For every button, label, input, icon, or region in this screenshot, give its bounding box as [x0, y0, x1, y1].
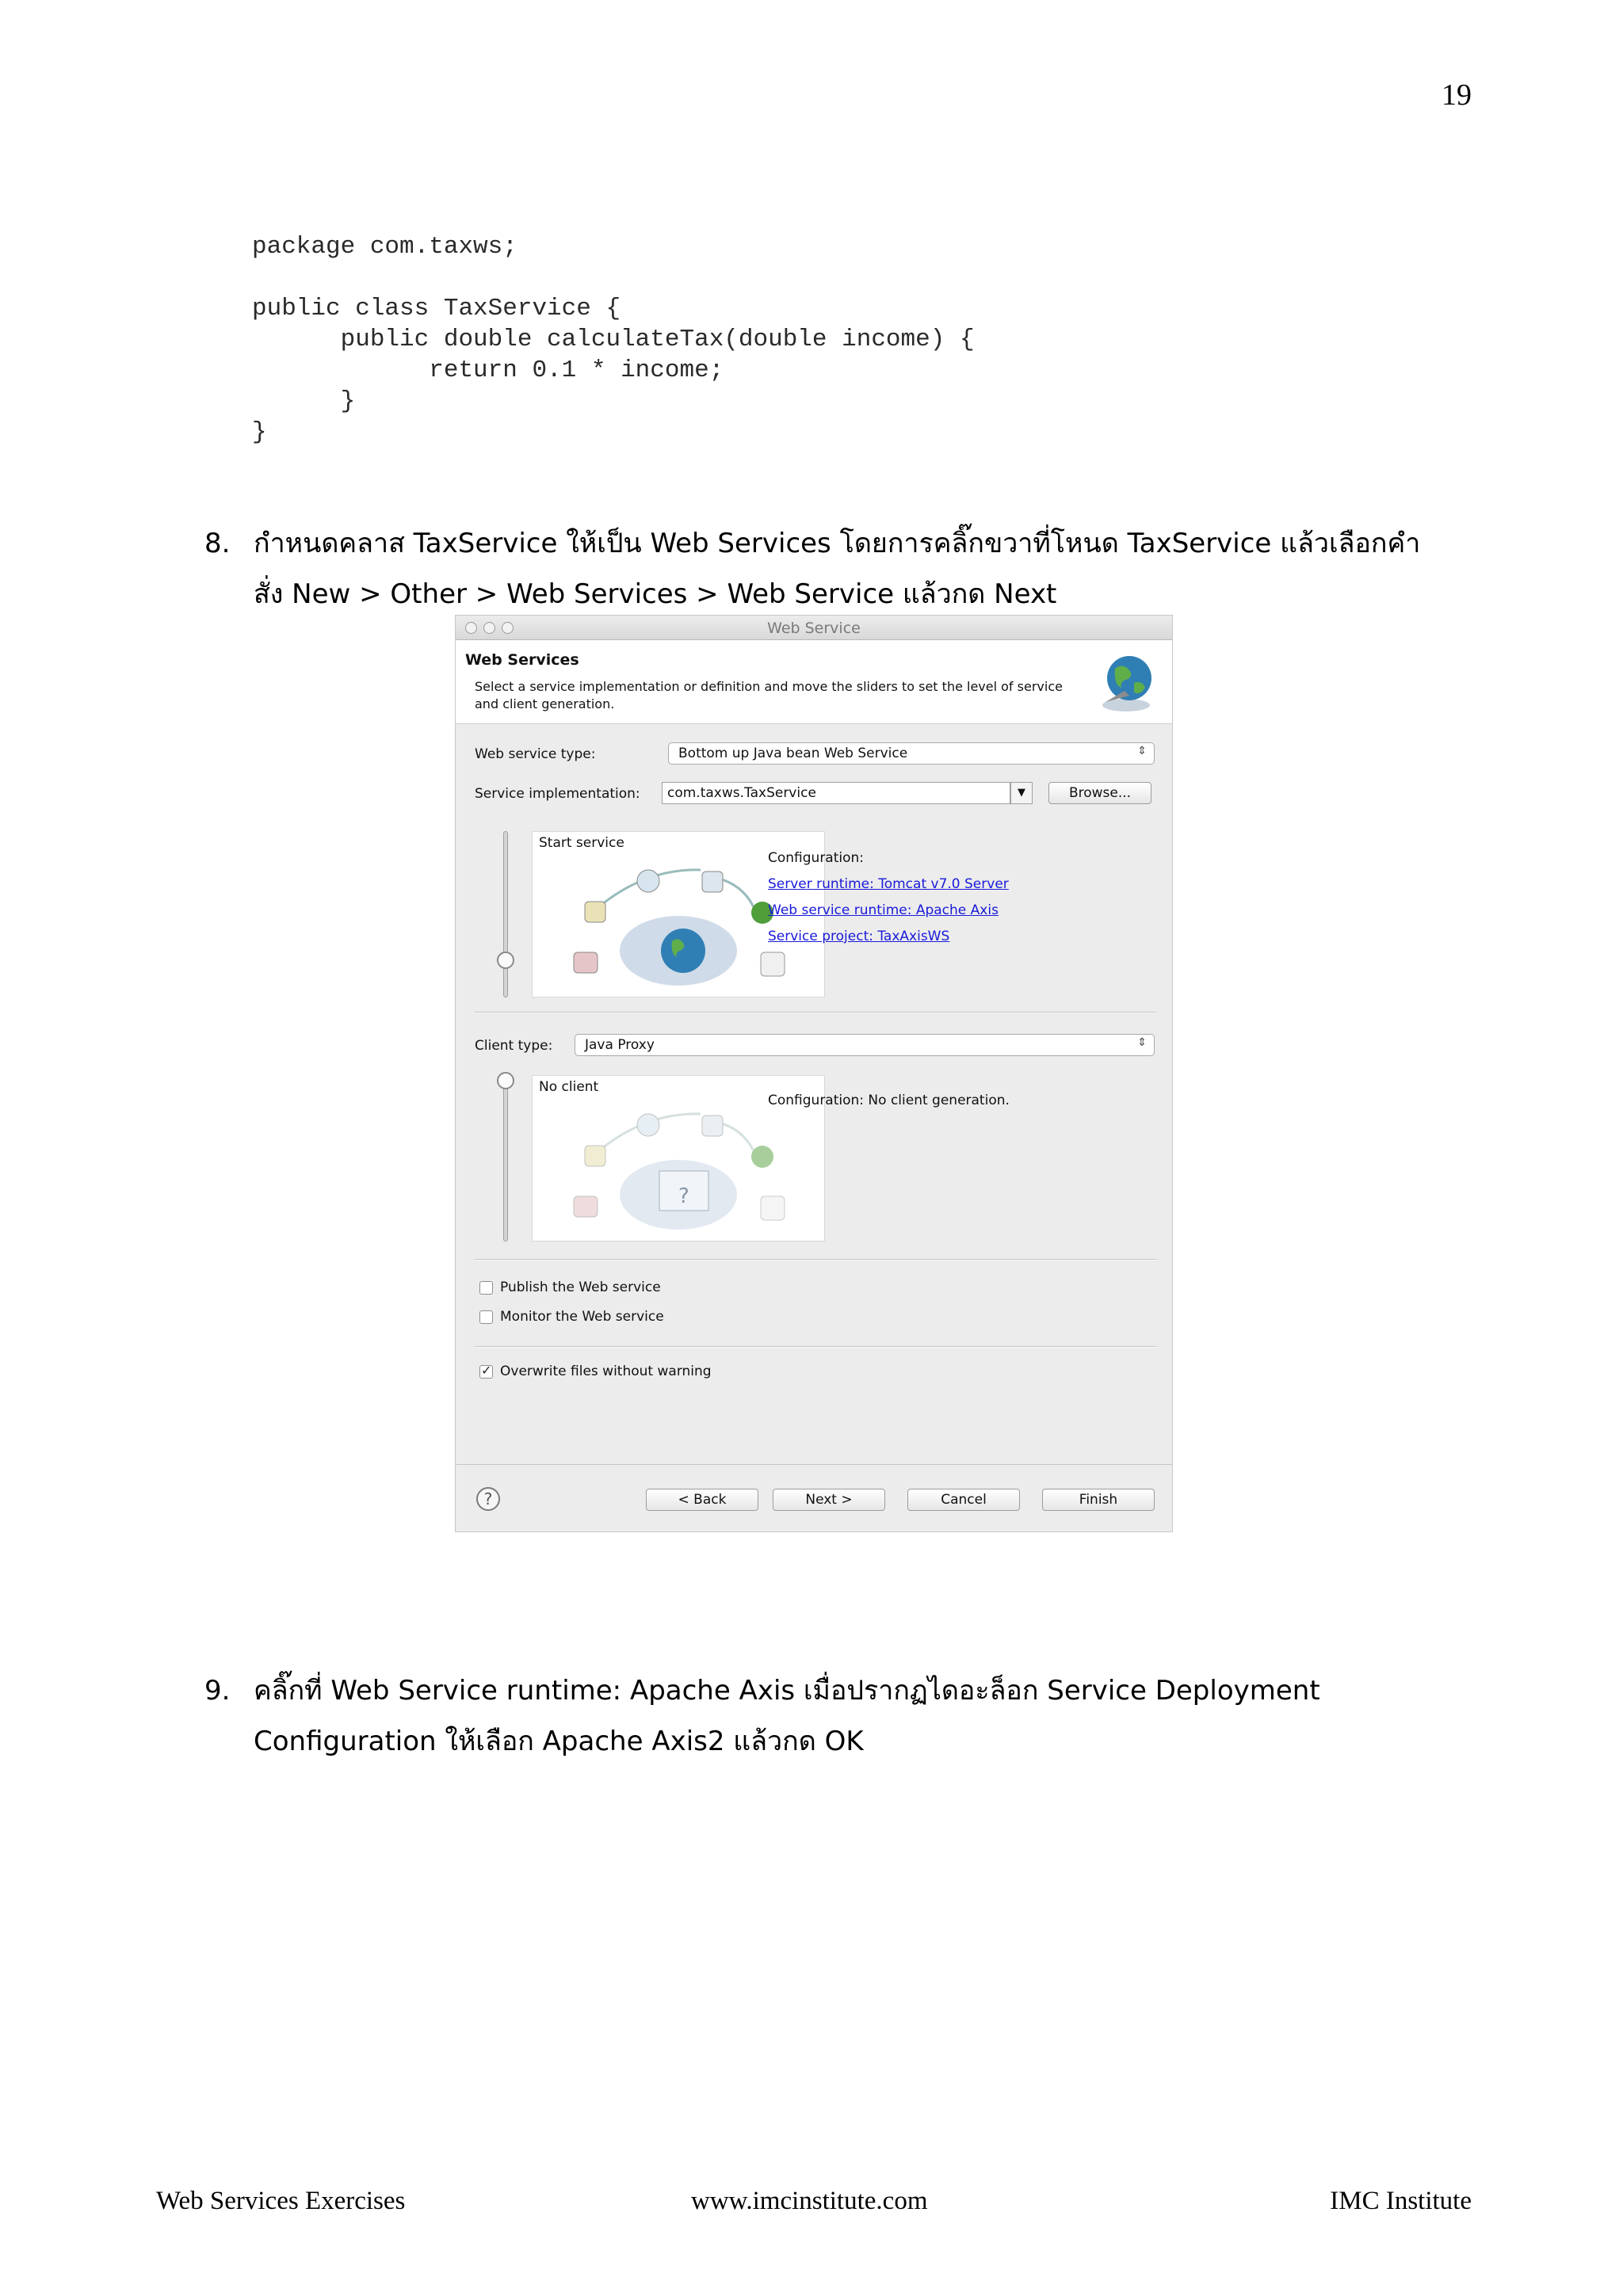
code-line: public double calculateTax(double income) {: [252, 326, 975, 353]
client-type-value: Java Proxy: [585, 1037, 655, 1053]
service-level-slider-thumb[interactable]: [497, 952, 514, 969]
back-button[interactable]: < Back: [646, 1489, 758, 1511]
help-icon[interactable]: ?: [476, 1487, 500, 1511]
globe-icon: [1098, 650, 1156, 713]
step-text-line-2: สั่ง New > Other > Web Services > Web Service แล้วกด Next: [254, 578, 1057, 610]
divider: [475, 1346, 1156, 1348]
service-type-value: Bottom up Java bean Web Service: [678, 746, 908, 761]
step-9: [204, 1665, 1480, 1767]
checkbox-checked-icon[interactable]: [479, 1365, 493, 1379]
code-block: [252, 231, 975, 448]
step-number: 8.: [204, 528, 231, 559]
web-service-runtime-link[interactable]: Web service runtime: Apache Axis: [768, 902, 999, 918]
service-impl-input[interactable]: com.taxws.TaxService: [662, 782, 1010, 804]
step-number: 9.: [204, 1675, 231, 1707]
chevron-down-icon[interactable]: ▼: [1010, 782, 1033, 804]
svg-text:?: ?: [678, 1184, 689, 1208]
code-line: }: [252, 418, 267, 446]
divider: [456, 1464, 1172, 1465]
overwrite-checkbox[interactable]: [479, 1363, 712, 1379]
web-service-dialog: [455, 615, 1173, 1532]
checkbox-icon[interactable]: [479, 1310, 493, 1324]
cancel-button[interactable]: Cancel: [907, 1489, 1020, 1511]
page-number: 19: [1442, 78, 1472, 112]
wizard-banner: [456, 640, 1172, 724]
step-text-line-2: Configuration ให้เลือก Apache Axis2 แล้วกด OK: [254, 1726, 864, 1757]
checkbox-label: Overwrite files without warning: [500, 1363, 712, 1379]
code-line: return 0.1 * income;: [252, 357, 724, 384]
checkbox-label: Monitor the Web service: [500, 1309, 664, 1325]
code-line: package com.taxws;: [252, 233, 517, 261]
client-level-slider-track[interactable]: [503, 1075, 508, 1241]
publish-checkbox[interactable]: [479, 1280, 661, 1295]
divider: [475, 1012, 1156, 1013]
code-line: public class TaxService {: [252, 295, 621, 322]
service-level-slider-track[interactable]: [503, 831, 508, 997]
banner-title: Web Services: [465, 651, 579, 669]
service-graphic-label: Start service: [539, 835, 624, 851]
server-runtime-link[interactable]: Server runtime: Tomcat v7.0 Server: [768, 876, 1009, 892]
footer-right: IMC Institute: [1330, 2187, 1472, 2215]
service-impl-label: Service implementation:: [475, 786, 640, 802]
service-config: [768, 845, 1009, 950]
client-config: Configuration: No client generation.: [768, 1093, 1010, 1108]
window-title: Web Service: [767, 620, 861, 637]
checkbox-label: Publish the Web service: [500, 1280, 661, 1295]
select-arrows-icon: ⇕: [1137, 1036, 1147, 1049]
next-button[interactable]: Next >: [773, 1489, 885, 1511]
client-level-slider-thumb[interactable]: [497, 1072, 514, 1089]
code-line: }: [252, 387, 356, 415]
footer-left: Web Services Exercises: [156, 2187, 406, 2215]
client-type-select[interactable]: [575, 1034, 1155, 1056]
checkbox-icon[interactable]: [479, 1281, 493, 1295]
title-bar: [456, 616, 1172, 640]
footer-center: www.imcinstitute.com: [691, 2187, 928, 2215]
step-text-line-1: กำหนดคลาส TaxService ให้เป็น Web Services โดยการคลิ๊กขวาที่โหนด TaxService แล้วเลือกคำ: [254, 528, 1421, 559]
select-arrows-icon: ⇕: [1137, 745, 1147, 757]
monitor-checkbox[interactable]: [479, 1309, 664, 1325]
service-project-link[interactable]: Service project: TaxAxisWS: [768, 929, 950, 944]
divider: [475, 1259, 1156, 1261]
client-type-label: Client type:: [475, 1038, 553, 1054]
finish-button[interactable]: Finish: [1042, 1489, 1155, 1511]
step-8: [204, 518, 1480, 620]
step-text-line-1: คลิ๊กที่ Web Service runtime: Apache Axis เมื่อปรากฏไดอะล็อก Service Deployment: [254, 1675, 1320, 1707]
client-graphic-label: No client: [539, 1079, 599, 1095]
service-config-heading: Configuration:: [768, 850, 865, 866]
banner-description: Select a service implementation or definition and move the sliders to set the level of service and client generation.: [475, 679, 1063, 711]
service-type-label: Web service type:: [475, 746, 596, 762]
service-type-select[interactable]: [668, 742, 1155, 765]
browse-button[interactable]: Browse...: [1048, 782, 1151, 804]
